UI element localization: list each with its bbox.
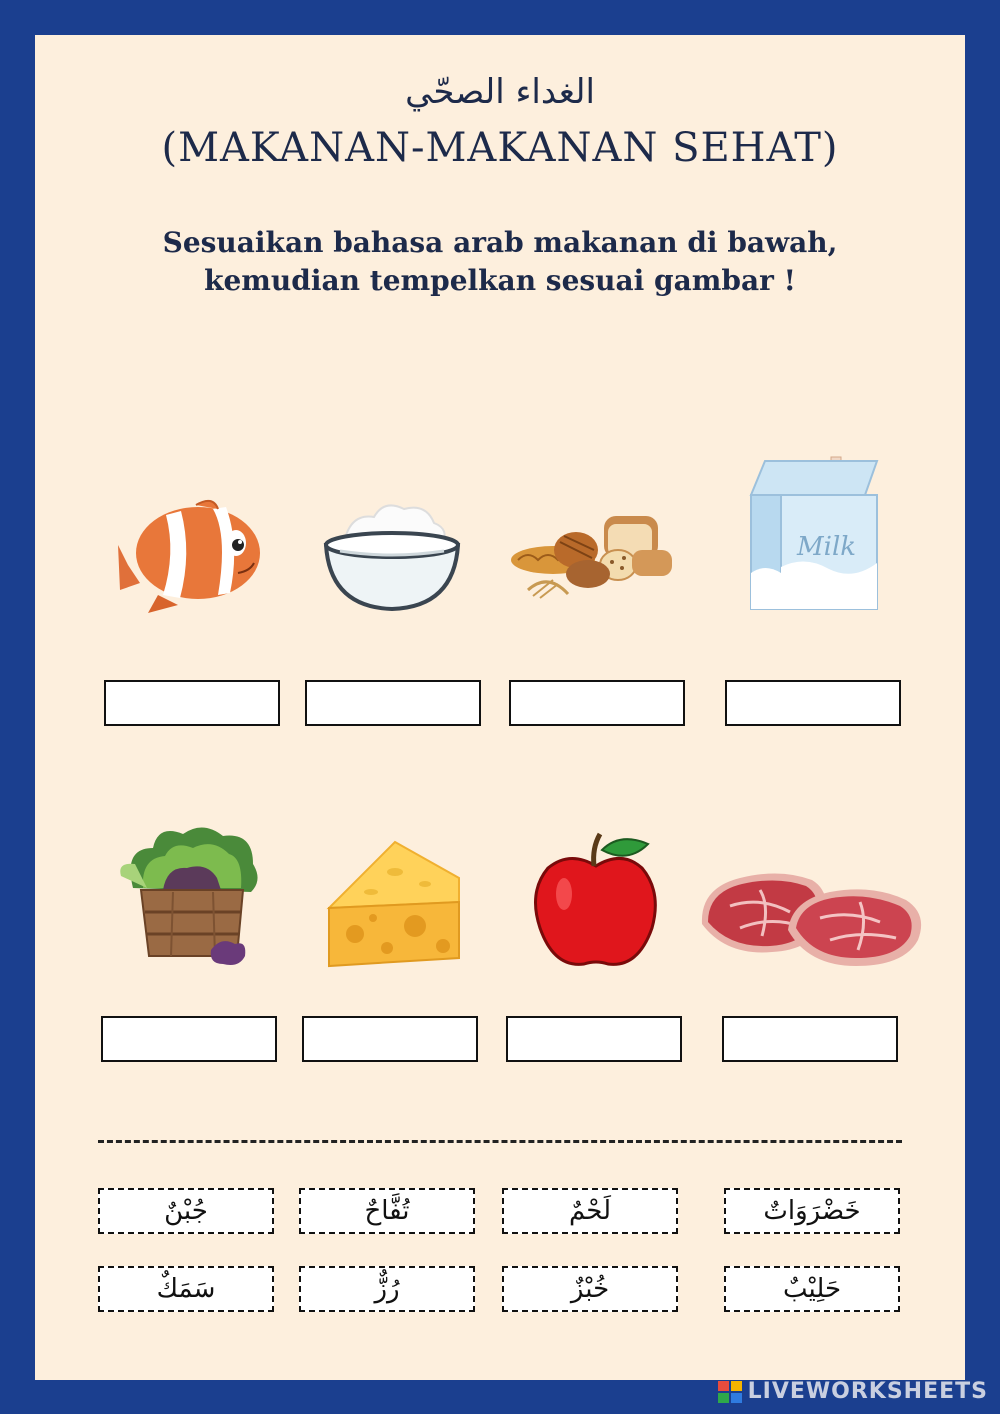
liveworksheets-mark-icon [718, 1381, 742, 1403]
rice-bowl-icon [322, 495, 462, 613]
answer-box-meat[interactable] [722, 1016, 898, 1062]
word-card[interactable]: رُزٌّ [299, 1266, 475, 1312]
brand-text: LIVEWORKSHEETS [747, 1379, 988, 1404]
word-card[interactable]: تُفَّاحٌ [299, 1188, 475, 1234]
answer-box-fish[interactable] [104, 680, 280, 726]
meat-icon [700, 866, 926, 970]
liveworksheets-logo [718, 1379, 988, 1404]
word-card[interactable]: خَضْرَوَاتٌ [724, 1188, 900, 1234]
milk-carton-icon [745, 455, 885, 613]
cut-line-divider [98, 1140, 902, 1143]
answer-box-cheese[interactable] [302, 1016, 478, 1062]
bread-icon [508, 510, 673, 600]
milk-label: Milk [797, 532, 857, 562]
word-card[interactable]: لَحْمٌ [502, 1188, 678, 1234]
apple-icon [530, 832, 662, 972]
word-card[interactable]: خُبْزٌ [502, 1266, 678, 1312]
vegetables-icon [113, 818, 268, 970]
word-card[interactable]: سَمَكٌ [98, 1266, 274, 1312]
fish-icon [118, 495, 263, 615]
word-card[interactable]: حَلِيْبٌ [724, 1266, 900, 1312]
answer-box-milk[interactable] [725, 680, 901, 726]
word-card[interactable]: جُبْنٌ [98, 1188, 274, 1234]
title-indonesian: (MAKANAN-MAKANAN SEHAT) [161, 125, 839, 171]
answer-box-vegetables[interactable] [101, 1016, 277, 1062]
instruction-line-2: kemudian tempelkan sesuai gambar ! [204, 264, 796, 297]
answer-box-apple[interactable] [506, 1016, 682, 1062]
answer-box-bread[interactable] [509, 680, 685, 726]
answer-box-rice[interactable] [305, 680, 481, 726]
cheese-icon [325, 838, 463, 970]
title-arabic: الغداء الصحّي [405, 72, 595, 112]
instruction-line-1: Sesuaikan bahasa arab makanan di bawah, [162, 226, 838, 259]
